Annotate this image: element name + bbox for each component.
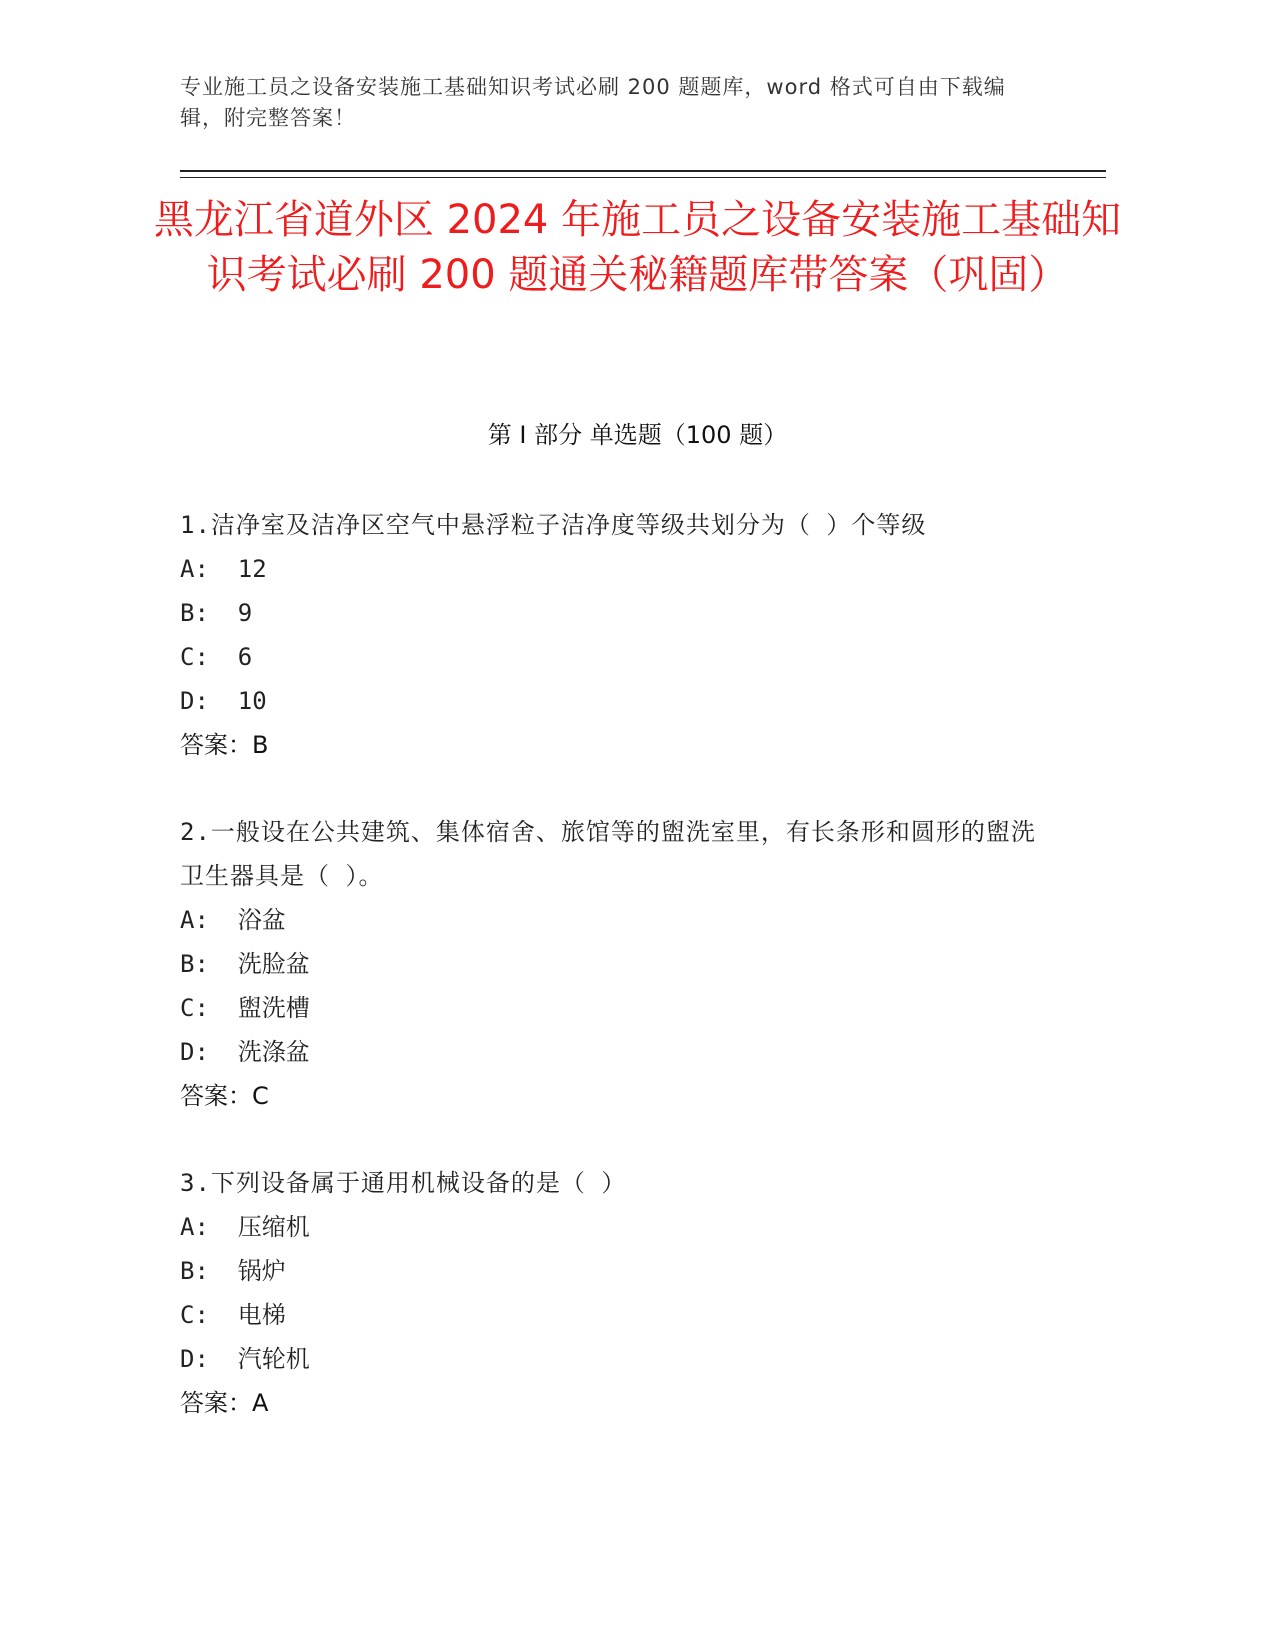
question-stem: 3.下列设备属于通用机械设备的是（ ） <box>180 1169 627 1197</box>
answer: 答案：A <box>180 1389 269 1417</box>
question-1 <box>180 503 1040 767</box>
header-note: 专业施工员之设备安装施工基础知识考试必刷 200 题题库，word 格式可自由下载编辑，附完整答案！ <box>180 75 1006 130</box>
option-a: A: 12 <box>180 555 267 583</box>
option-c: C: 盥洗槽 <box>180 994 310 1022</box>
option-d: D: 10 <box>180 687 267 715</box>
option-a: A: 压缩机 <box>180 1213 310 1241</box>
option-d: D: 洗涤盆 <box>180 1038 310 1066</box>
question-stem: 2.一般设在公共建筑、集体宿舍、旅馆等的盥洗室里，有长条形和圆形的盥洗卫生器具是（ ）。 <box>180 818 1036 890</box>
header-divider-thick <box>180 170 1106 172</box>
section-heading: 第 I 部分 单选题（100 题） <box>487 421 788 449</box>
question-2 <box>180 810 1040 1118</box>
option-b: B: 9 <box>180 599 253 627</box>
header-divider-thin <box>180 177 1106 178</box>
option-b: B: 洗脸盆 <box>180 950 310 978</box>
question-stem: 1.洁净室及洁净区空气中悬浮粒子洁净度等级共划分为（ ）个等级 <box>180 511 927 539</box>
option-c: C: 6 <box>180 643 253 671</box>
question-3 <box>180 1161 1040 1425</box>
answer: 答案：B <box>180 731 269 759</box>
answer: 答案：C <box>180 1082 269 1110</box>
option-d: D: 汽轮机 <box>180 1345 310 1373</box>
option-c: C: 电梯 <box>180 1301 286 1329</box>
question-list <box>180 503 1040 1468</box>
option-b: B: 锅炉 <box>180 1257 286 1285</box>
option-a: A: 浴盆 <box>180 906 286 934</box>
document-title: 黑龙江省道外区 2024 年施工员之设备安装施工基础知识考试必刷 200 题通关秘籍题库带答案（巩固） <box>153 197 1122 298</box>
